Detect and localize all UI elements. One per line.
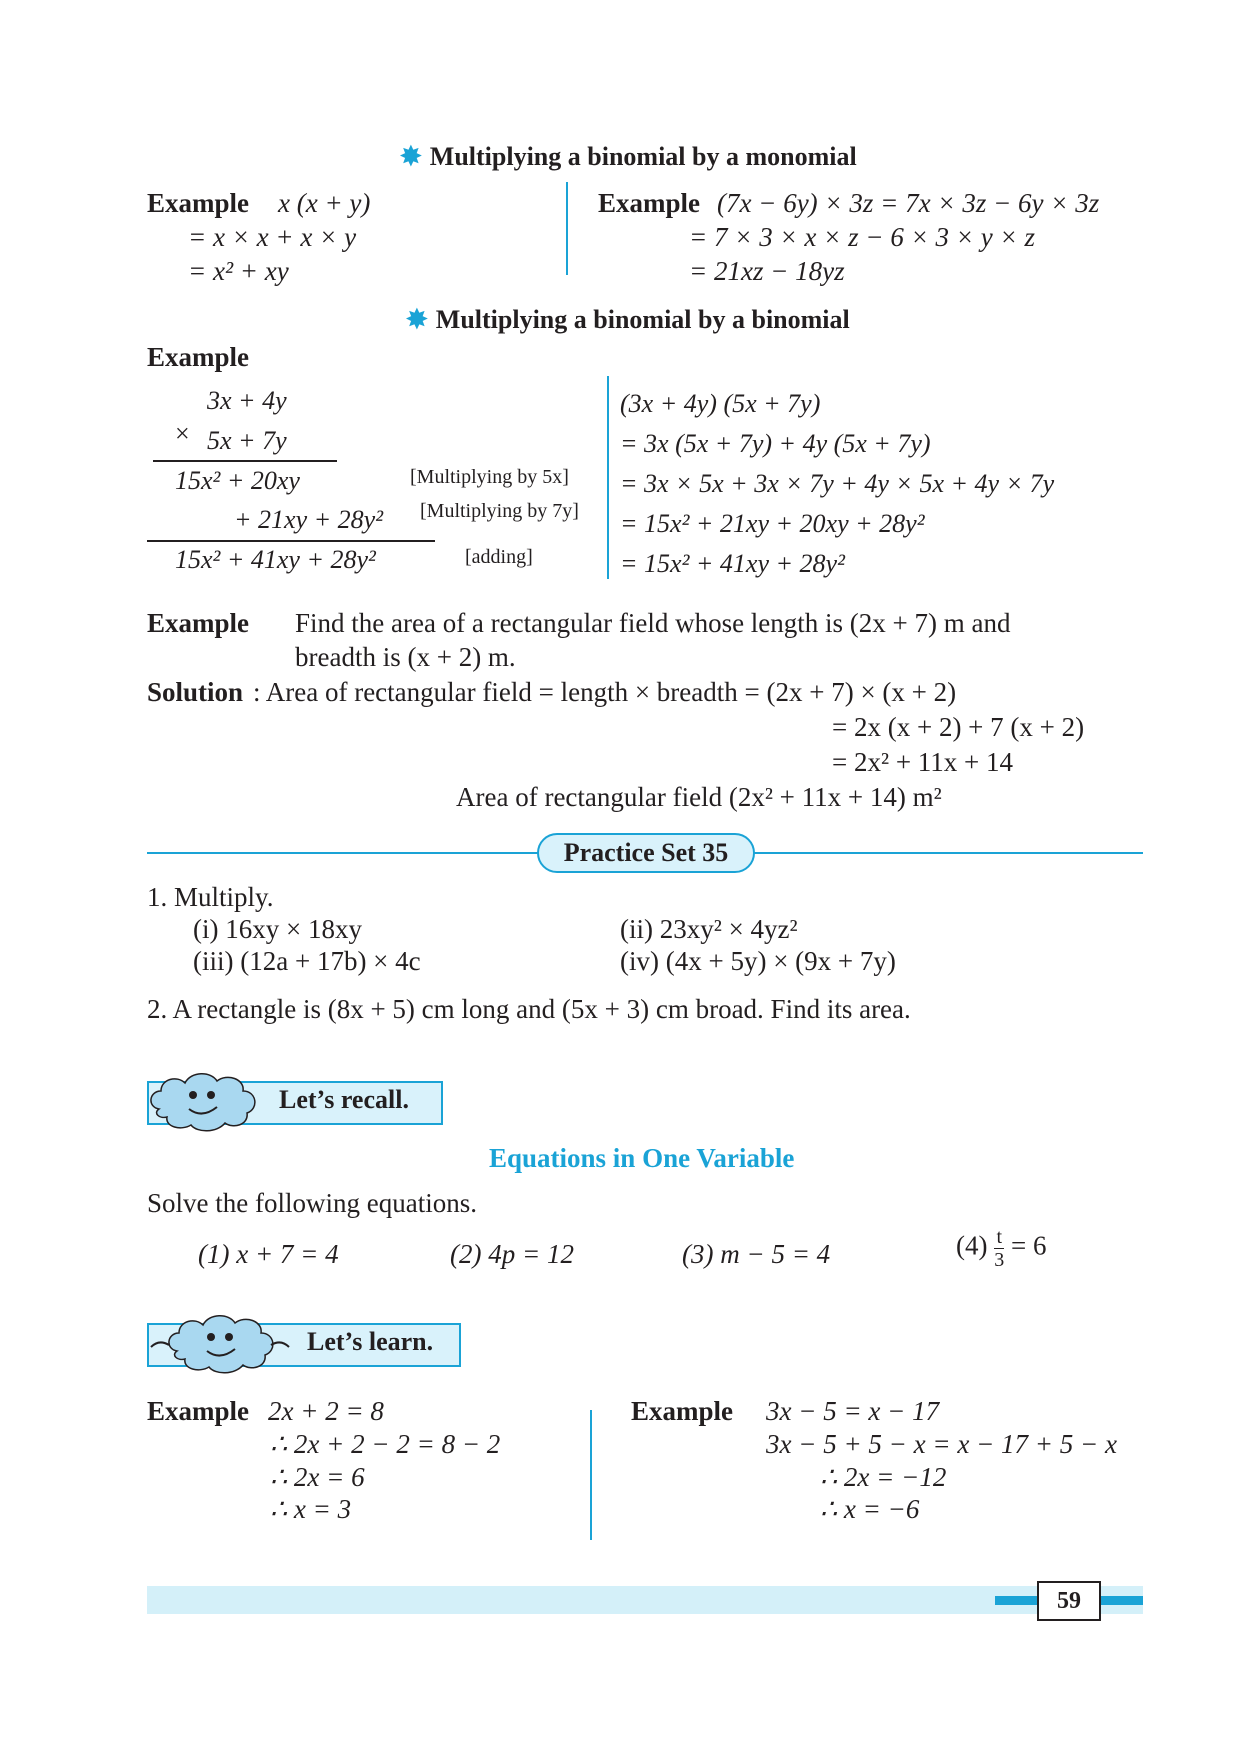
- lets-learn-box: Let’s learn.: [147, 1323, 461, 1367]
- section-heading-binomial: ✸ Multiplying a binomial by a binomial: [406, 305, 850, 334]
- rule-line: [153, 460, 337, 462]
- section-heading-monomial: ✸ Multiplying a binomial by a monomial: [400, 142, 857, 171]
- example-label: Example: [631, 1396, 734, 1426]
- rule-line: [147, 540, 435, 542]
- example-step: = x² + xy: [188, 256, 289, 286]
- question-1-i: (i) 16xy × 18xy: [193, 914, 362, 944]
- solution-step: = 2x (x + 2) + 7 (x + 2): [832, 712, 1085, 742]
- example-step: = x × x + x × y: [188, 222, 357, 252]
- example-label: Example: [147, 608, 250, 638]
- lets-recall-box: Let’s recall.: [147, 1081, 443, 1125]
- expansion-step: = 3x (5x + 7y) + 4y (5x + 7y): [620, 429, 931, 458]
- example-label: Example: [147, 188, 250, 218]
- cloud-icon: [143, 1311, 293, 1377]
- column-divider: [566, 182, 568, 275]
- page-number: 59: [1037, 1581, 1101, 1621]
- column-divider: [607, 376, 609, 579]
- equation-step: ∴ 2x = 6: [270, 1462, 365, 1492]
- question-1-iii: (iii) (12a + 17b) × 4c: [193, 946, 421, 976]
- example-question: breadth is (x + 2) m.: [295, 642, 516, 672]
- multiplication-row: 15x² + 41xy + 28y²: [175, 545, 376, 574]
- equation-step: ∴ x = 3: [270, 1494, 352, 1524]
- equation-step: 2x + 2 = 8: [268, 1396, 384, 1426]
- example-expression: (7x − 6y) × 3z = 7x × 3z − 6y × 3z: [717, 188, 1100, 218]
- instruction-text: Solve the following equations.: [147, 1188, 477, 1218]
- equation-1: (1) x + 7 = 4: [198, 1239, 339, 1269]
- question-1-iv: (iv) (4x + 5y) × (9x + 7y): [620, 946, 896, 976]
- section-title: Equations in One Variable: [489, 1143, 795, 1173]
- step-note: [adding]: [465, 546, 533, 568]
- equation-step: ∴ 2x + 2 − 2 = 8 − 2: [270, 1429, 501, 1459]
- example-label: Example: [598, 188, 701, 218]
- example-step: = 7 × 3 × x × z − 6 × 3 × y × z: [689, 222, 1035, 252]
- expansion-step: = 15x² + 41xy + 28y²: [620, 549, 845, 578]
- footer-band: [147, 1586, 1143, 1614]
- solution-step: = 2x² + 11x + 14: [832, 747, 1014, 777]
- equation-3: (3) m − 5 = 4: [682, 1239, 831, 1269]
- multiplication-row: 3x + 4y: [207, 386, 287, 415]
- solution-step: : Area of rectangular field = length × breadth = (2x + 7) × (x + 2): [253, 677, 957, 707]
- step-note: [Multiplying by 5x]: [410, 466, 569, 488]
- solution-label: Solution: [147, 677, 244, 707]
- question-1: 1. Multiply.: [147, 882, 274, 912]
- equation-4: (4) $\frac{t}{3}$ = 6: [956, 1226, 1047, 1271]
- times-sign: ×: [175, 419, 190, 448]
- example-label: Example: [147, 1396, 250, 1426]
- star-icon: ✸: [400, 142, 422, 171]
- column-divider: [590, 1410, 592, 1540]
- question-2: 2. A rectangle is (8x + 5) cm long and (5x + 3) cm broad. Find its area.: [147, 994, 911, 1024]
- expansion-step: = 3x × 5x + 3x × 7y + 4y × 5x + 4y × 7y: [620, 469, 1055, 498]
- solution-answer: Area of rectangular field (2x² + 11x + 14) m²: [456, 782, 942, 812]
- multiplication-row: + 21xy + 28y²: [234, 505, 384, 534]
- equation-step: ∴ 2x = −12: [820, 1462, 947, 1492]
- example-question: Find the area of a rectangular field whose length is (2x + 7) m and: [295, 608, 1011, 638]
- equation-step: 3x − 5 = x − 17: [766, 1396, 940, 1426]
- star-icon: ✸: [406, 305, 428, 334]
- expansion-step: = 15x² + 21xy + 20xy + 28y²: [620, 509, 925, 538]
- multiplication-row: 15x² + 20xy: [175, 466, 300, 495]
- cloud-icon: [145, 1069, 265, 1135]
- equation-step: ∴ x = −6: [820, 1494, 920, 1524]
- example-step: = 21xz − 18yz: [689, 256, 845, 286]
- step-note: [Multiplying by 7y]: [420, 500, 579, 522]
- equation-step: 3x − 5 + 5 − x = x − 17 + 5 − x: [766, 1429, 1117, 1459]
- expansion-step: (3x + 4y) (5x + 7y): [620, 389, 821, 418]
- fraction: $\frac{t}{3}$: [994, 1226, 1005, 1271]
- question-1-ii: (ii) 23xy² × 4yz²: [620, 914, 798, 944]
- equation-2: (2) 4p = 12: [450, 1239, 574, 1269]
- practice-set-title: Practice Set 35: [537, 833, 755, 873]
- example-expression: x (x + y): [278, 188, 371, 218]
- multiplication-row: 5x + 7y: [207, 426, 287, 455]
- example-label: Example: [147, 342, 250, 372]
